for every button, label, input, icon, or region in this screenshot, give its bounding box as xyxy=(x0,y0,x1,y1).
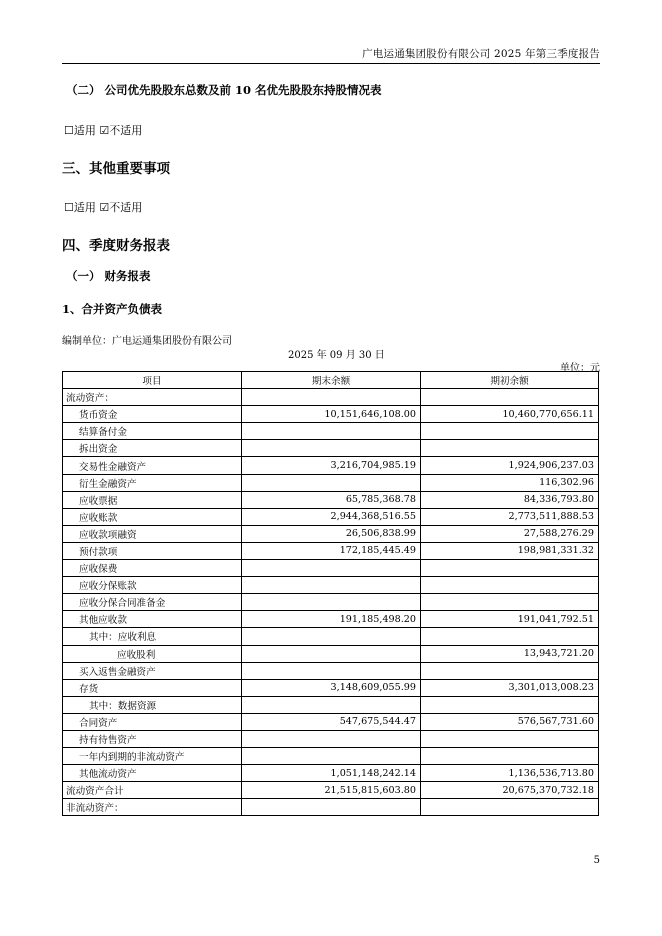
table-row xyxy=(63,542,599,559)
row-item-label: 货币资金 xyxy=(63,406,242,423)
row-period-begin-value: 27,588,276.29 xyxy=(421,525,599,542)
row-period-begin-value xyxy=(421,440,599,457)
row-period-begin-value xyxy=(421,560,599,577)
row-period-end-value: 10,151,646,108.00 xyxy=(242,406,421,423)
row-period-begin-value: 1,924,906,237.03 xyxy=(421,457,599,474)
row-period-end-value xyxy=(242,474,421,491)
row-item-label: 买入返售金融资产 xyxy=(63,662,242,679)
currency-unit: 单位：元 xyxy=(560,363,600,374)
row-item-label: 其中：数据资源 xyxy=(63,696,242,713)
row-period-end-value: 21,515,815,603.80 xyxy=(242,782,421,799)
column-header-period-begin: 期初余额 xyxy=(421,372,599,389)
preferred-shares-heading: （二） 公司优先股股东总数及前 10 名优先股股东持股情况表 xyxy=(66,83,382,97)
row-period-end-value: 65,785,368.78 xyxy=(242,491,421,508)
row-period-end-value xyxy=(242,560,421,577)
row-period-end-value xyxy=(242,799,421,816)
report-header-title: 广电运通集团股份有限公司 2025 年第三季度报告 xyxy=(362,48,600,60)
row-period-begin-value xyxy=(421,662,599,679)
row-period-begin-value: 576,567,731.60 xyxy=(421,713,599,730)
header-divider xyxy=(62,63,600,64)
row-item-label: 预付款项 xyxy=(63,542,242,559)
row-period-begin-value: 191,041,792.51 xyxy=(421,611,599,628)
row-item-label: 其他流动资产 xyxy=(63,765,242,782)
row-period-begin-value xyxy=(421,423,599,440)
table-row xyxy=(63,457,599,474)
row-period-end-value: 3,148,609,055.99 xyxy=(242,679,421,696)
row-item-label: 流动资产合计 xyxy=(63,782,242,799)
table-row xyxy=(63,577,599,594)
table-row xyxy=(63,748,599,765)
column-header-item: 项目 xyxy=(63,372,242,389)
row-item-label: 其中：应收利息 xyxy=(63,628,242,645)
row-period-begin-value: 13,943,721.20 xyxy=(421,645,599,662)
row-item-label: 合同资产 xyxy=(63,713,242,730)
row-period-begin-value xyxy=(421,696,599,713)
row-period-end-value xyxy=(242,389,421,406)
row-period-begin-value: 2,773,511,888.53 xyxy=(421,508,599,525)
row-period-end-value xyxy=(242,748,421,765)
table-row xyxy=(63,423,599,440)
table-row xyxy=(63,765,599,782)
row-period-begin-value: 20,675,370,732.18 xyxy=(421,782,599,799)
table-row xyxy=(63,525,599,542)
row-period-end-value xyxy=(242,696,421,713)
row-item-label: 应收分保账款 xyxy=(63,577,242,594)
statement-date: 2025 年 09 月 30 日 xyxy=(288,350,385,361)
table-row xyxy=(63,799,599,816)
column-header-period-end: 期末余额 xyxy=(242,372,421,389)
table-row xyxy=(63,628,599,645)
table-row xyxy=(63,389,599,406)
preferred-shares-applicability: ☐适用 ☑不适用 xyxy=(64,124,143,137)
table-row xyxy=(63,782,599,799)
balance-sheet-table xyxy=(62,371,599,816)
table-row xyxy=(63,406,599,423)
table-row xyxy=(63,560,599,577)
row-item-label: 一年内到期的非流动资产 xyxy=(63,748,242,765)
row-item-label: 衍生金融资产 xyxy=(63,474,242,491)
table-row xyxy=(63,645,599,662)
row-period-end-value xyxy=(242,594,421,611)
row-item-label: 拆出资金 xyxy=(63,440,242,457)
row-item-label: 应收账款 xyxy=(63,508,242,525)
row-period-begin-value: 1,136,536,713.80 xyxy=(421,765,599,782)
table-row xyxy=(63,713,599,730)
row-period-end-value: 191,185,498.20 xyxy=(242,611,421,628)
financial-statements-heading: （一） 财务报表 xyxy=(66,269,151,283)
row-item-label: 应收分保合同准备金 xyxy=(63,594,242,611)
row-item-label: 非流动资产： xyxy=(63,799,242,816)
table-row xyxy=(63,696,599,713)
table-row xyxy=(63,594,599,611)
row-period-end-value: 1,051,148,242.14 xyxy=(242,765,421,782)
row-period-begin-value: 198,981,331.32 xyxy=(421,542,599,559)
row-period-begin-value: 3,301,013,008.23 xyxy=(421,679,599,696)
other-matters-heading: 三、其他重要事项 xyxy=(62,161,170,177)
row-period-begin-value xyxy=(421,577,599,594)
other-matters-applicability: ☐适用 ☑不适用 xyxy=(64,201,143,214)
row-item-label: 其他应收款 xyxy=(63,611,242,628)
table-row xyxy=(63,662,599,679)
row-item-label: 应收保费 xyxy=(63,560,242,577)
balance-sheet-heading: 1、合并资产负债表 xyxy=(62,302,163,316)
row-period-end-value xyxy=(242,662,421,679)
row-period-begin-value: 116,302.96 xyxy=(421,474,599,491)
table-row xyxy=(63,474,599,491)
row-period-end-value xyxy=(242,628,421,645)
row-period-begin-value xyxy=(421,730,599,747)
row-period-begin-value xyxy=(421,389,599,406)
row-item-label: 应收票据 xyxy=(63,491,242,508)
row-period-end-value: 3,216,704,985.19 xyxy=(242,457,421,474)
compiler-unit: 编制单位：广电运通集团股份有限公司 xyxy=(62,336,232,347)
table-header-row xyxy=(63,372,599,389)
row-item-label: 结算备付金 xyxy=(63,423,242,440)
row-item-label: 应收股利 xyxy=(63,645,242,662)
row-period-begin-value xyxy=(421,748,599,765)
quarterly-statements-heading: 四、季度财务报表 xyxy=(62,238,170,254)
row-item-label: 持有待售资产 xyxy=(63,730,242,747)
row-period-begin-value xyxy=(421,799,599,816)
row-item-label: 应收款项融资 xyxy=(63,525,242,542)
page-number: 5 xyxy=(593,855,600,866)
table-row xyxy=(63,679,599,696)
row-period-end-value xyxy=(242,440,421,457)
table-row xyxy=(63,730,599,747)
row-period-begin-value: 84,336,793.80 xyxy=(421,491,599,508)
table-row xyxy=(63,611,599,628)
row-period-begin-value: 10,460,770,656.11 xyxy=(421,406,599,423)
row-period-end-value: 547,675,544.47 xyxy=(242,713,421,730)
row-period-end-value xyxy=(242,730,421,747)
table-row xyxy=(63,440,599,457)
row-period-end-value: 26,506,838.99 xyxy=(242,525,421,542)
row-period-end-value xyxy=(242,645,421,662)
row-period-begin-value xyxy=(421,594,599,611)
row-period-end-value: 2,944,368,516.55 xyxy=(242,508,421,525)
table-row xyxy=(63,508,599,525)
row-item-label: 存货 xyxy=(63,679,242,696)
row-item-label: 交易性金融资产 xyxy=(63,457,242,474)
row-period-begin-value xyxy=(421,628,599,645)
row-period-end-value xyxy=(242,423,421,440)
row-period-end-value xyxy=(242,577,421,594)
table-row xyxy=(63,491,599,508)
row-period-end-value: 172,185,445.49 xyxy=(242,542,421,559)
row-item-label: 流动资产： xyxy=(63,389,242,406)
